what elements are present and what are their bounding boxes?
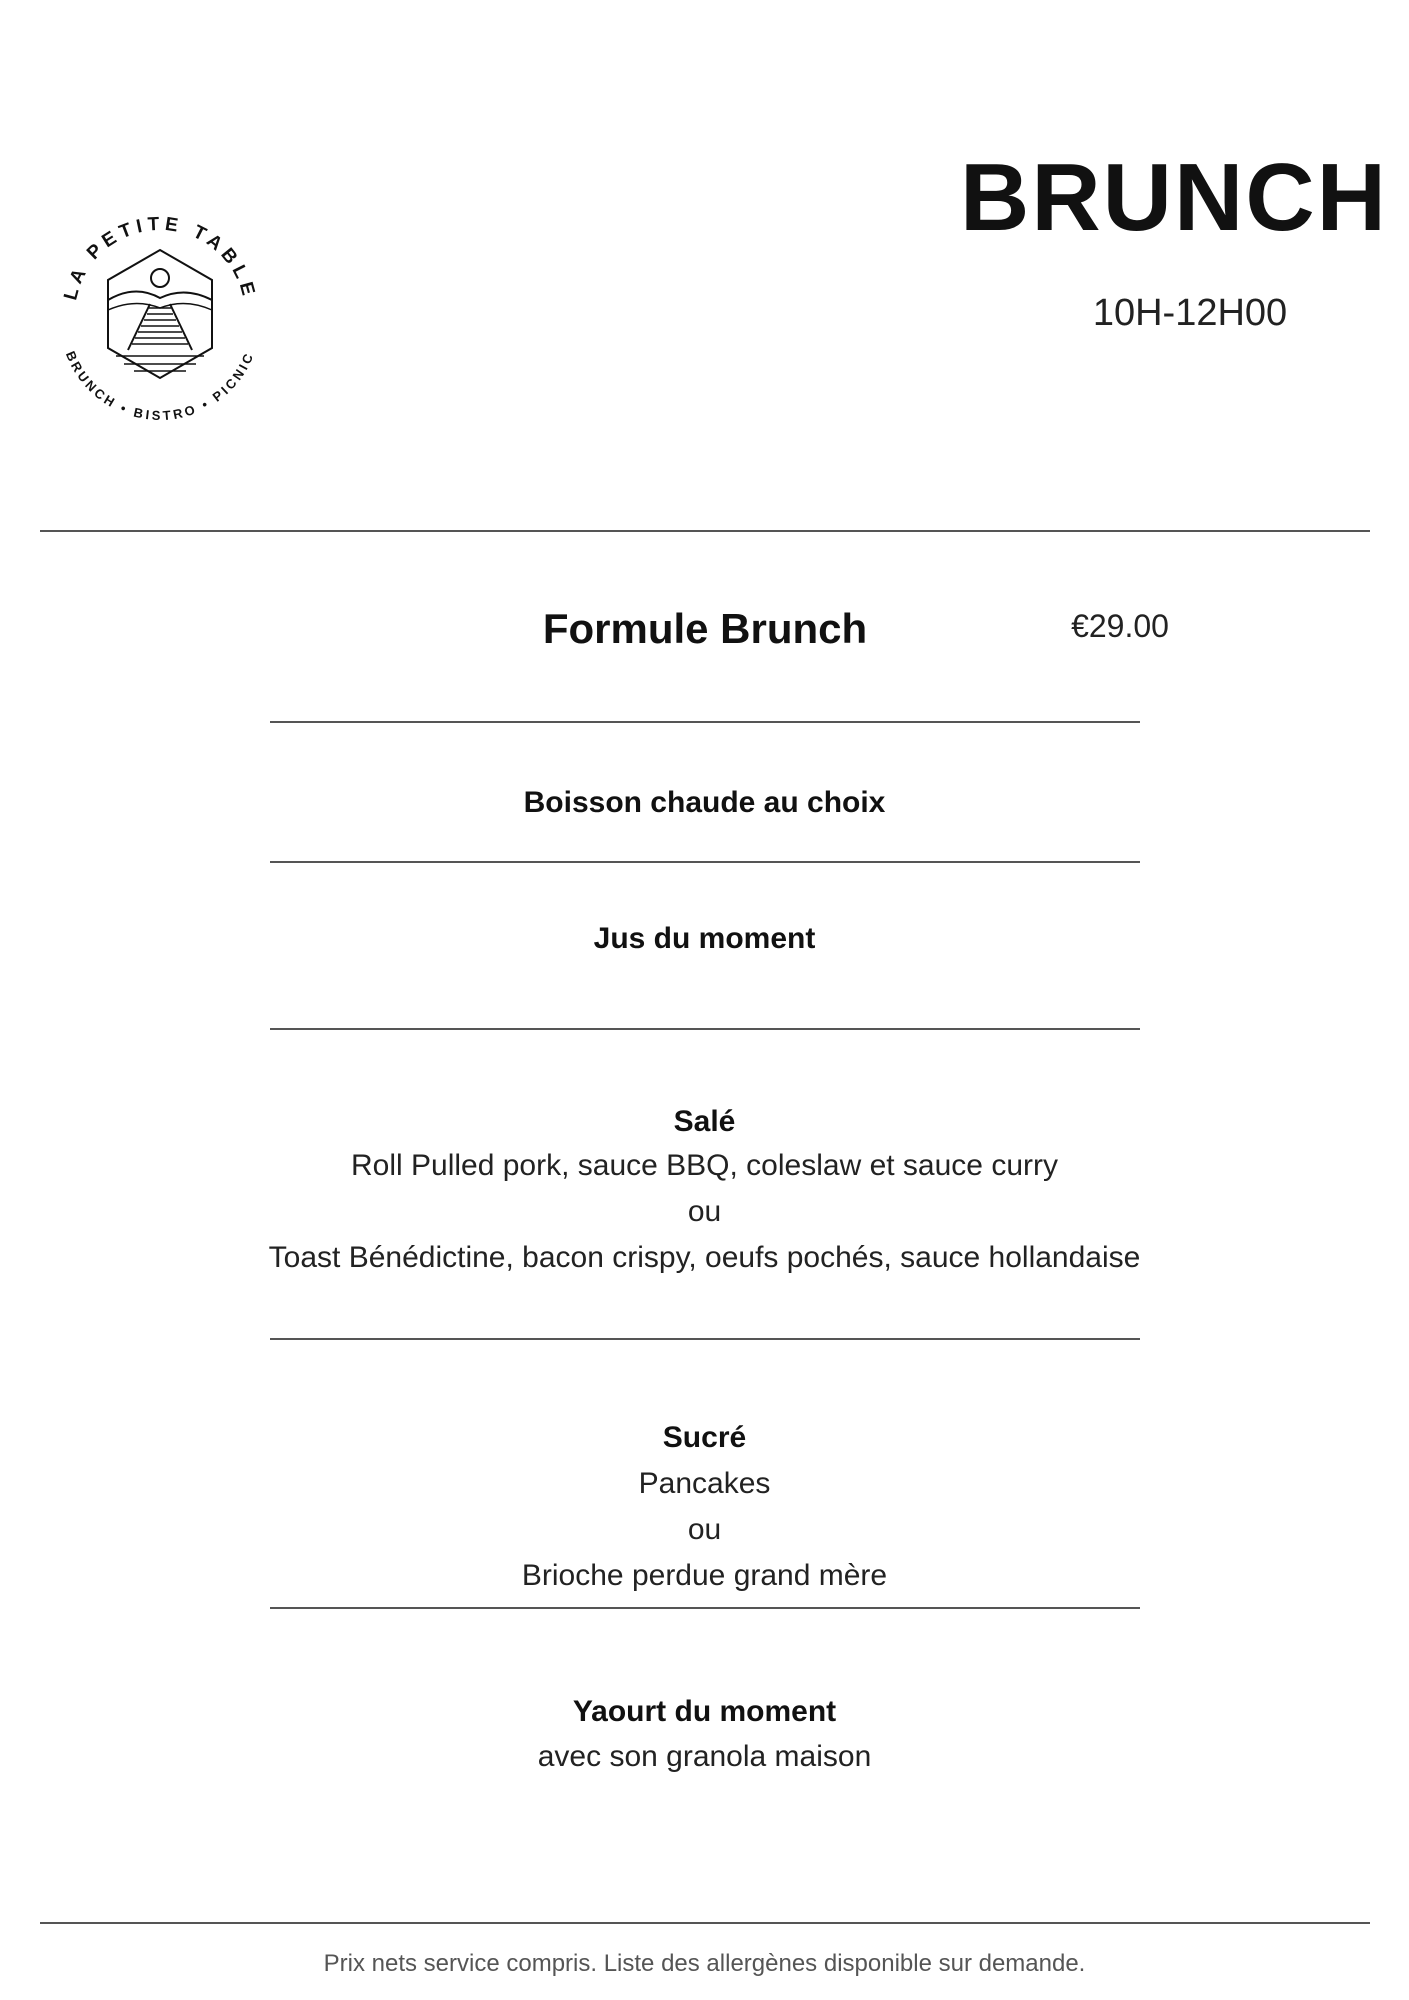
hot-drink-title: Boisson chaude au choix: [523, 786, 886, 819]
formula-name: Formule Brunch: [542, 605, 868, 652]
formula-price: €29.00: [1071, 608, 1169, 644]
savory-option-2: Toast Bénédictine, bacon crispy, oeufs pochés, sauce hollandaise: [268, 1241, 1141, 1274]
yogurt-title: Yaourt du moment: [572, 1695, 837, 1728]
section-divider: [270, 1028, 1140, 1030]
svg-text:LA PETITE TABLE: LA PETITE TABLE: [60, 213, 260, 303]
sweet-title: Sucré: [662, 1421, 747, 1454]
header-divider: [40, 530, 1370, 532]
la-petite-table-logo: [50, 200, 270, 440]
sweet-or: ou: [687, 1513, 722, 1546]
svg-text:BRUNCH • BISTRO • PICNIC: BRUNCH • BISTRO • PICNIC: [62, 348, 258, 424]
sweet-option-2: Brioche perdue grand mère: [521, 1559, 888, 1592]
section-divider: [270, 861, 1140, 863]
juice-title: Jus du moment: [593, 922, 816, 955]
section-divider: [270, 721, 1140, 723]
section-divider: [270, 1338, 1140, 1340]
savory-option-1: Roll Pulled pork, sauce BBQ, coleslaw et sauce curry: [351, 1149, 1058, 1182]
savory-or: ou: [687, 1195, 722, 1228]
page-title: BRUNCH: [960, 144, 1388, 251]
yogurt-detail: avec son granola maison: [537, 1740, 872, 1773]
footer-divider: [40, 1922, 1370, 1924]
sweet-option-1: Pancakes: [638, 1467, 771, 1500]
footer-note: Prix nets service compris. Liste des allergènes disponible sur demande.: [323, 1950, 1086, 1977]
section-divider: [270, 1607, 1140, 1609]
savory-title: Salé: [673, 1105, 736, 1138]
opening-hours: 10H-12H00: [1092, 292, 1288, 334]
